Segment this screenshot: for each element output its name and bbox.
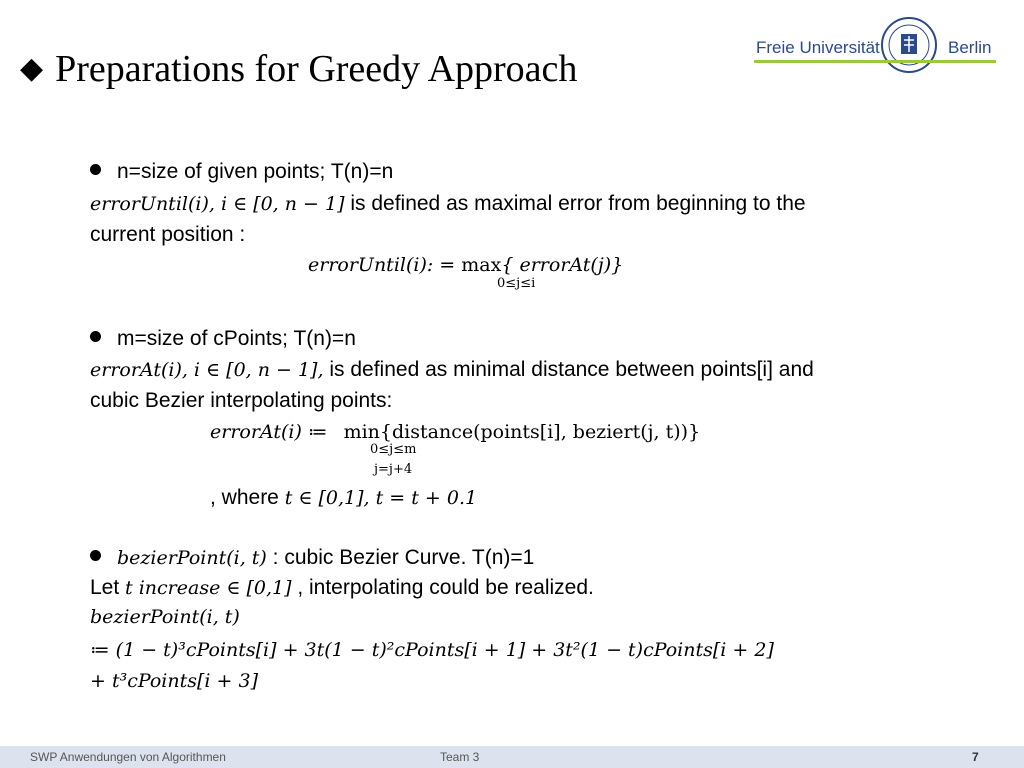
where-clause [210,485,477,511]
formula-2 [210,419,700,445]
slide-title [20,44,577,94]
formula-2-subscript-range: 0≤j≤m [370,442,417,457]
definition-1-text: is defined as maximal error from beginning to the [344,192,806,215]
footer-page-number: 7 [972,750,979,764]
formula-2-lhs: errorAt(i) ≔ [210,421,334,443]
formula-1-lhs: errorUntil(i): = [308,254,462,276]
logo-underline [754,60,996,63]
definition-1 [90,191,806,217]
bezier-equation-line-1: bezierPoint(i, t) [90,606,240,628]
definition-1-continued: current position : [90,223,246,246]
let-statement [90,575,594,601]
footer-course: SWP Anwendungen von Algorithmen [30,750,226,764]
formula-1 [308,252,623,278]
bullet-dot-icon [90,164,101,175]
bezier-equation-line-2: ≔ (1 − t)³cPoints[i] + 3t(1 − t)²cPoints[i + 1] + 3t²(1 − t)cPoints[i + 2] [90,639,774,661]
where-math: t ∈ [0,1], t = t + 0.1 [284,487,478,509]
diamond-bullet-icon: ◆ [20,52,44,85]
slide-footer [0,746,1024,768]
bullet-3-text: : cubic Bezier Curve. T(n)=1 [266,546,535,569]
formula-2-subscript-step: j=j+4 [374,462,413,477]
bezier-equation-line-3: + t³cPoints[i + 3] [90,670,258,692]
where-text: , where [210,486,285,509]
formula-1-body: { errorAt(j)} [501,254,624,276]
definition-2 [90,357,814,383]
let-text-2: , interpolating could be realized. [291,576,594,599]
bullet-item-3 [90,545,534,571]
definition-2-continued: cubic Bezier interpolating points: [90,389,393,412]
slide-title-text: Preparations for Greedy Approach [55,48,578,90]
formula-2-operator: min [343,421,380,443]
bullet-2-text: m=size of cPoints; T(n)=n [117,327,356,350]
definition-2-math: errorAt(i), i ∈ [0, n − 1], [90,359,324,381]
university-logo [752,16,996,78]
let-math: t increase ∈ [0,1] [125,577,292,599]
formula-2-body: {distance(points[i], beziert(j, t))} [379,421,701,443]
definition-1-math: errorUntil(i), i ∈ [0, n − 1] [90,193,345,215]
footer-team: Team 3 [440,750,480,764]
bullet-3-math: bezierPoint(i, t) [117,547,267,569]
bullet-dot-icon [90,550,101,561]
bullet-item-2 [90,326,356,352]
definition-2-text: is defined as minimal distance between points[i] and [323,358,814,381]
university-seal-icon [880,16,938,74]
let-text: Let [90,576,126,599]
bullet-1-text: n=size of given points; T(n)=n [117,160,394,183]
logo-right-text: Berlin [948,38,992,57]
formula-1-operator: max [461,254,502,276]
logo-left-text: Freie Universität [756,38,880,57]
formula-1-subscript: 0≤j≤i [497,276,536,291]
bullet-dot-icon [90,331,101,342]
bullet-item-1 [90,159,393,185]
